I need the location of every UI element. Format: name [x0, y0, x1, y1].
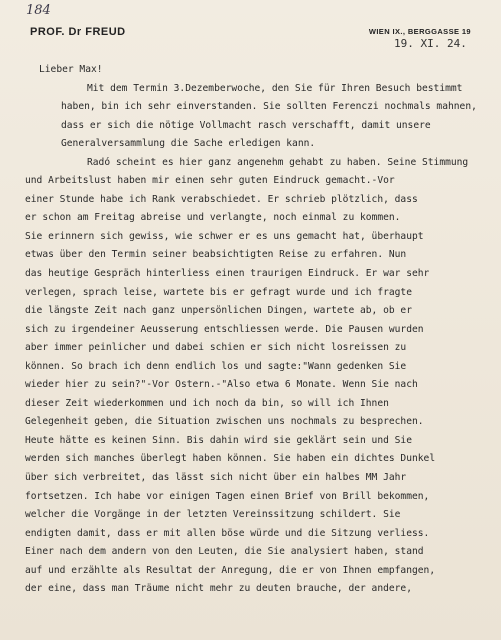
letter-line: Radó scheint es hier ganz angenehm gehabt zu haben. Seine Stimmung [87, 156, 469, 168]
letter-line: dieser Zeit wiederkommen und ich noch da bin, so will ich Ihnen [25, 397, 389, 409]
letter-body [25, 61, 480, 599]
letter-line: Einer nach dem andern von den Leuten, die Sie analysiert haben, stand [25, 546, 424, 558]
letter-line: die längste Zeit nach ganz unpersönlichen Dingen, wartete ab, ob er [25, 305, 412, 317]
letter-line: endigten damit, dass er mit allen böse würde und die Sitzung verliess. [25, 527, 430, 539]
letter-line: verlegen, sprach leise, wartete bis er gefragt wurde und ich fragte [25, 286, 412, 298]
letter-line: der eine, dass man Träume nicht mehr zu deuten brauche, der andere, [25, 583, 412, 595]
letter-line: auf und erzählte als Resultat der Anregung, die er von Ihnen empfangen, [25, 564, 436, 576]
letter-line: fortsetzen. Ich habe vor einigen Tagen einen Brief von Brill bekommen, [25, 490, 430, 502]
letter-line: etwas über den Termin seiner beabsichtigten Reise zu erfahren. Nun [25, 249, 407, 261]
letterhead-name: PROF. Dr FREUD [30, 26, 126, 38]
letter-line: das heutige Gespräch hinterliess einen traurigen Eindruck. Er war sehr [25, 268, 430, 280]
letter-line: er schon am Freitag abreise und verlangte, noch einmal zu kommen. [25, 212, 401, 224]
letter-line: sich zu irgendeiner Aeusserung entschliessen werde. Die Pausen wurden [25, 323, 424, 335]
letter-line: aber immer peinlicher und dabei schien er sich nicht losreissen zu [25, 342, 407, 354]
folio-number: 184 [26, 3, 51, 18]
letter-line: haben, bin ich sehr einverstanden. Sie sollten Ferenczi nochmals mahnen, [61, 101, 477, 113]
letter-line: einer Stunde habe ich Rank verabschiedet. Er schrieb plötzlich, dass [25, 193, 418, 205]
letter-line: Sie erinnern sich gewiss, wie schwer er es uns gemacht hat, überhaupt [25, 230, 424, 242]
letter-line: Mit dem Termin 3.Dezemberwoche, den Sie für Ihren Besuch bestimmt [87, 82, 463, 94]
letter-line: und Arbeitslust haben mir einen sehr guten Eindruck gemacht.-Vor [25, 175, 395, 187]
letter-line: Heute hätte es keinen Sinn. Bis dahin wird sie geklärt sein und Sie [25, 434, 412, 446]
letter-line: über sich verbreitet, das lässt sich nicht über ein halbes MM Jahr [25, 472, 407, 484]
letter-line: wieder hier zu sein?"-Vor Ostern.-"Also etwa 6 Monate. Wenn Sie nach [25, 379, 418, 391]
letter-date: 19. XI. 24. [394, 37, 467, 50]
letter-line: Generalversammlung die Sache erledigen kann. [61, 138, 316, 150]
letter-line: dass er sich die nötige Vollmacht rasch verschafft, damit unsere [61, 119, 431, 131]
letter-line: Gelegenheit geben, die Situation zwischen uns nochmals zu besprechen. [25, 416, 424, 428]
letterhead-address: WIEN IX., BERGGASSE 19 [368, 27, 471, 36]
salutation: Lieber Max! [39, 64, 103, 75]
letter-line: werden sich manches überlegt haben können. Sie haben ein dichtes Dunkel [25, 453, 436, 465]
letter-line: können. So brach ich denn endlich los und sagte:"Wann gedenken Sie [25, 360, 407, 372]
letter-line: welcher die Vorgänge in der letzten Vereinssitzung schildert. Sie [25, 509, 401, 521]
